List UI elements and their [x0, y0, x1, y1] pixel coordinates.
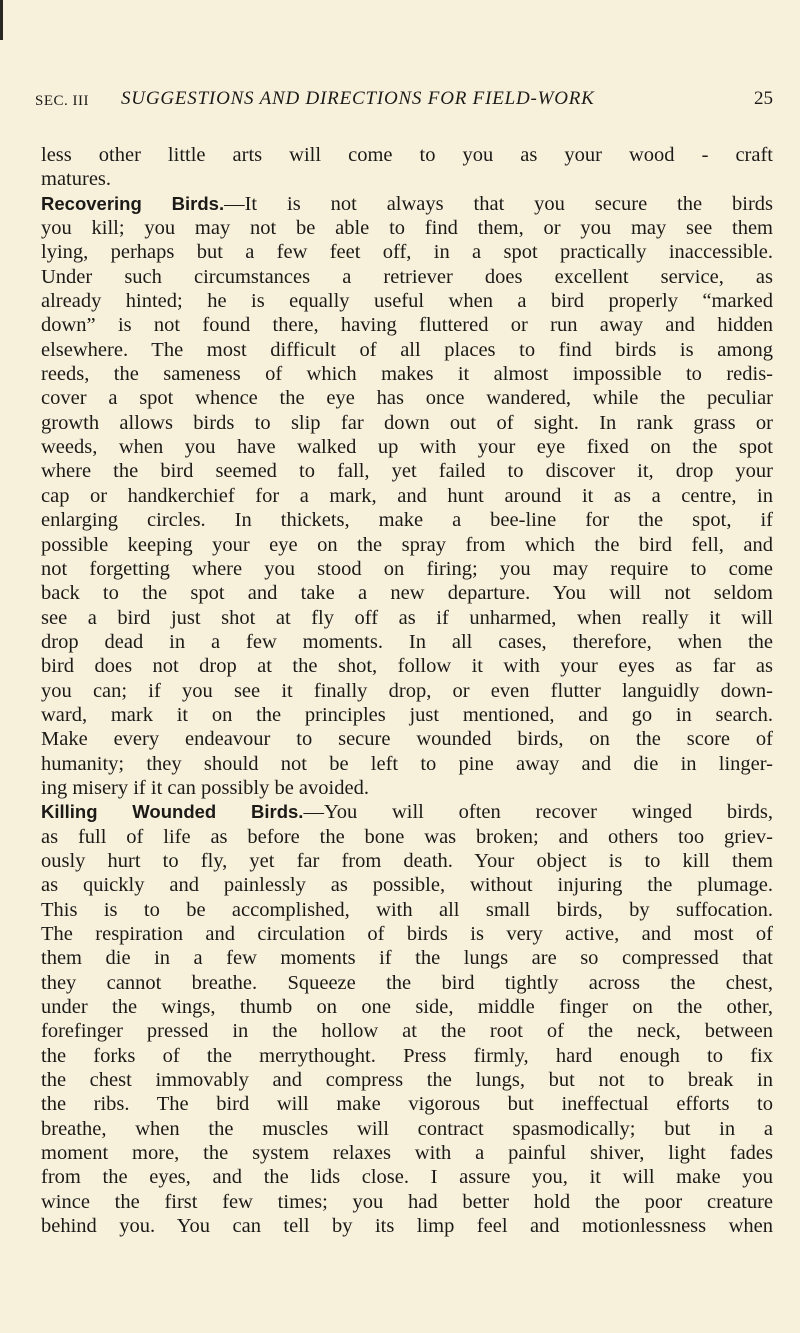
- line-text: behind you. You can tell by its limp feel and motionlessness when: [41, 1215, 773, 1238]
- text-line: [41, 1165, 773, 1189]
- line-text: ously hurt to fly, yet far from death. Your object is to kill them: [41, 849, 773, 872]
- line-text: enlarging circles. In thickets, make a bee-line for the spot, if: [41, 509, 773, 532]
- text-line: [41, 1214, 773, 1238]
- line-text: drop dead in a few moments. In all cases, therefore, when the: [41, 630, 773, 653]
- line-text: down” is not found there, having fluttered or run away and hidden: [41, 314, 773, 337]
- line-text: growth allows birds to slip far down out of sight. In rank grass or: [41, 411, 773, 434]
- text-line: [41, 630, 773, 654]
- paragraph-heading: Killing Wounded Birds.: [41, 801, 304, 823]
- text-line: [41, 557, 773, 581]
- line-text: ward, mark it on the principles just mentioned, and go in search.: [41, 703, 773, 726]
- text-line: [41, 533, 773, 557]
- text-line: [41, 1117, 773, 1141]
- text-line: [41, 776, 773, 800]
- line-text: you can; if you see it finally drop, or even flutter languidly down-: [41, 679, 773, 702]
- text-line: [41, 825, 773, 849]
- line-text: moment more, the system relaxes with a painful shiver, light fades: [41, 1142, 773, 1165]
- line-text: see a bird just shot at fly off as if unharmed, when really it will: [41, 606, 773, 629]
- text-line: [41, 1044, 773, 1068]
- line-text: weeds, when you have walked up with your eye fixed on the spot: [41, 436, 773, 459]
- line-text: the ribs. The bird will make vigorous but ineffectual efforts to: [41, 1093, 773, 1116]
- text-line: [41, 459, 773, 483]
- text-line: [41, 898, 773, 922]
- text-line: [41, 338, 773, 362]
- text-line: [41, 752, 773, 776]
- text-line: [41, 1068, 773, 1092]
- text-line: [41, 143, 773, 167]
- line-text: matures.: [41, 168, 112, 191]
- text-line: [41, 922, 773, 946]
- line-text: reeds, the sameness of which makes it almost impossible to redis-: [41, 363, 773, 386]
- text-line: [41, 1092, 773, 1116]
- text-line: [41, 703, 773, 727]
- text-line: [41, 995, 773, 1019]
- text-line: [41, 167, 773, 191]
- text-line: [41, 849, 773, 873]
- text-line: [41, 289, 773, 313]
- line-text: Make every endeavour to secure wounded birds, on the score of: [41, 728, 773, 751]
- section-label: SEC. III: [35, 93, 89, 109]
- line-text: breathe, when the muscles will contract spasmodically; but in a: [41, 1117, 773, 1140]
- text-line: [41, 1190, 773, 1214]
- text-line: [41, 484, 773, 508]
- text-line: [41, 216, 773, 240]
- line-text: humanity; they should not be left to pine away and die in linger-: [41, 752, 773, 775]
- line-text: as quickly and painlessly as possible, without injuring the plumage.: [41, 874, 773, 897]
- line-text: you kill; you may not be able to find them, or you may see them: [41, 217, 773, 240]
- paragraph-heading-line: [41, 192, 773, 216]
- line-text: forefinger pressed in the hollow at the root of the neck, between: [41, 1020, 773, 1043]
- line-text: This is to be accomplished, with all small birds, by suffocation.: [41, 898, 773, 921]
- line-text: they cannot breathe. Squeeze the bird tightly across the chest,: [41, 971, 773, 994]
- line-text: from the eyes, and the lids close. I assure you, it will make you: [41, 1166, 773, 1189]
- running-head: [35, 88, 773, 118]
- line-text: lying, perhaps but a few feet off, in a spot practically inaccessible.: [41, 241, 773, 264]
- line-text: as full of life as before the bone was broken; and others too griev-: [41, 825, 773, 848]
- line-text: elsewhere. The most difficult of all places to find birds is among: [41, 338, 773, 361]
- line-text: the forks of the merrythought. Press firmly, hard enough to fix: [41, 1044, 773, 1067]
- page-edge-mark: [0, 0, 3, 40]
- line-text: —It is not always that you secure the birds: [224, 192, 774, 215]
- line-text: the chest immovably and compress the lungs, but not to break in: [41, 1069, 773, 1092]
- line-text: Under such circumstances a retriever does excellent service, as: [41, 265, 773, 288]
- text-line: [41, 727, 773, 751]
- text-line: [41, 873, 773, 897]
- text-line: [41, 581, 773, 605]
- paragraph-heading-line: [41, 800, 773, 824]
- running-title: SUGGESTIONS AND DIRECTIONS FOR FIELD-WORK: [121, 88, 595, 109]
- line-text: not forgetting where you stood on firing; you may require to come: [41, 557, 773, 580]
- line-text: them die in a few moments if the lungs are so compressed that: [41, 947, 773, 970]
- text-line: [41, 679, 773, 703]
- text-line: [41, 411, 773, 435]
- line-text: cover a spot whence the eye has once wandered, while the peculiar: [41, 387, 773, 410]
- line-text: already hinted; he is equally useful when a bird properly “marked: [41, 290, 773, 313]
- text-line: [41, 508, 773, 532]
- text-line: [41, 606, 773, 630]
- line-text: possible keeping your eye on the spray from which the bird fell, and: [41, 533, 773, 556]
- line-text: back to the spot and take a new departure. You will not seldom: [41, 582, 773, 605]
- text-line: [41, 1019, 773, 1043]
- line-text: under the wings, thumb on one side, middle finger on the other,: [41, 996, 773, 1019]
- text-line: [41, 654, 773, 678]
- line-text: —You will often recover winged birds,: [303, 801, 773, 824]
- text-line: [41, 435, 773, 459]
- line-text: ing misery if it can possibly be avoided.: [41, 776, 369, 799]
- text-line: [41, 313, 773, 337]
- line-text: wince the first few times; you had better hold the poor creature: [41, 1190, 773, 1213]
- text-line: [41, 386, 773, 410]
- text-line: [41, 971, 773, 995]
- text-line: [41, 362, 773, 386]
- text-line: [41, 265, 773, 289]
- line-text: The respiration and circulation of birds is very active, and most of: [41, 923, 773, 945]
- body-text: [41, 143, 773, 1238]
- text-line: [41, 240, 773, 264]
- line-text: less other little arts will come to you as your wood - craft: [41, 144, 773, 166]
- text-line: [41, 946, 773, 970]
- page-number: 25: [754, 88, 773, 109]
- line-text: bird does not drop at the shot, follow it with your eyes as far as: [41, 655, 773, 678]
- paragraph-heading: Recovering Birds.: [41, 192, 225, 214]
- line-text: where the bird seemed to fall, yet failed to discover it, drop your: [41, 460, 773, 483]
- text-line: [41, 1141, 773, 1165]
- line-text: cap or handkerchief for a mark, and hunt around it as a centre, in: [41, 484, 773, 507]
